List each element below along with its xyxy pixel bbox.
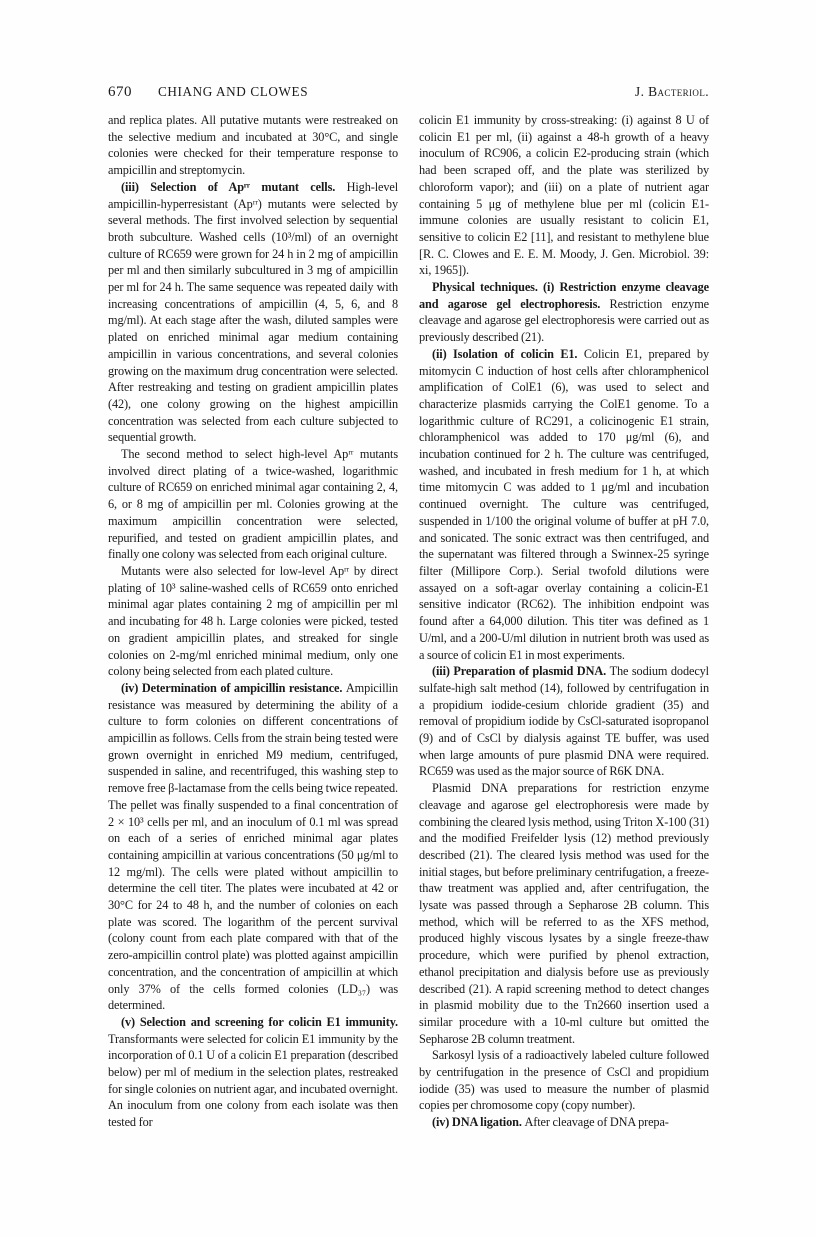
paragraph bbox=[108, 112, 398, 179]
journal-name: J. Bacteriol. bbox=[634, 84, 709, 99]
paragraph bbox=[419, 1047, 709, 1114]
paragraph-lead: Physical techniques. (i) Restriction enzyme cleavage and agarose gel electrophoresis. bbox=[419, 280, 709, 311]
page-number: 670 bbox=[108, 84, 132, 100]
paragraph-text: High-level ampicillin-hyperresistant (Apʳʳ) mutants were selected by several methods. The first involved selection by sequential broth subculture. Washed cells (10³/ml) of an overnight culture of RC659 were grown for 24 h in 2 mg of ampicillin per ml and then similarly subcultured in 3 mg of ampicillin per ml for 24 h. The same sequence was repeated daily with increasing concentrations of ampicillin (4, 5, 6, and 8 mg/ml). At each stage after the wash, diluted samples were plated on enriched minimal agar medium containing ampicillin in various concentrations, and several colonies growing on the maximum drug concentration were selected. After restreaking and testing on gradient ampicillin plates (42), one colony growing on the highest ampicillin concentration was selected from each culture subjected to sequential growth. bbox=[108, 179, 398, 445]
left-column bbox=[108, 112, 398, 1131]
paragraph-lead: (iv) DNA ligation. bbox=[432, 1115, 525, 1130]
paragraph-text: The second method to select high-level Apʳʳ mutants involved direct plating of a twice-washed, logarithmic culture of RC659 on enriched minimal agar containing 2, 4, 6, or 8 mg of ampicillin per ml. Colonies growing at the maximum ampicillin concentration were selected, repurified, and tested on gradient ampicillin plates, and finally one colony was selected from each original culture. bbox=[108, 447, 398, 562]
paragraph-text: Restriction enzyme cleavage and agarose gel electrophoresis were carried out as previously described (21). bbox=[419, 296, 709, 345]
paragraph bbox=[108, 563, 398, 680]
paragraph-text: Transformants were selected for colicin E1 immunity by the incorporation of 0.1 U of a colicin E1 preparation (described below) per ml of medium in the selection plates, restreaked for single colonies on nutrient agar, and incubated overnight. An inoculum from one colony from each isolate was then tested for bbox=[108, 1031, 398, 1130]
paragraph-lead: (iii) Selection of Apʳʳ mutant cells. bbox=[121, 179, 347, 194]
paragraph bbox=[419, 663, 709, 780]
paragraph-lead: (iii) Preparation of plasmid DNA. bbox=[432, 664, 610, 679]
paragraph bbox=[419, 1114, 709, 1131]
paragraph bbox=[419, 346, 709, 663]
paragraph bbox=[108, 179, 398, 446]
paragraph-text: and replica plates. All putative mutants were restreaked on the selective medium and incubated at 30°C, and single colonies were checked for their temperature response to ampicillin and streptomycin. bbox=[108, 113, 398, 178]
paragraph bbox=[419, 279, 709, 346]
paragraph-text: The sodium dodecyl sulfate-high salt method (14), followed by centrifugation in a propidium iodide-cesium chloride gradient (35) and removal of propidium iodide by CsCl-saturated isopropanol (9) and of CsCl by dialysis against TE buffer, was used when large amounts of pure plasmid DNA were required. RC659 was used as the major source of R6K DNA. bbox=[419, 664, 709, 779]
paragraph bbox=[419, 112, 709, 279]
right-column bbox=[419, 112, 709, 1131]
paragraph-text: After cleavage of DNA prepa- bbox=[524, 1115, 669, 1130]
paragraph-text: Mutants were also selected for low-level Apʳʳ by direct plating of 10³ saline-washed cells of RC659 onto enriched minimal agar plates containing 2 mg of ampicillin per ml and incubating for 48 h. Large colonies were picked, tested on gradient ampicillin plates, and streaked for single colonies on 2-mg/ml enriched minimal medium, only one colony being selected from each plated culture. bbox=[108, 563, 398, 679]
running-title: CHIANG AND CLOWES bbox=[158, 84, 309, 99]
paragraph bbox=[108, 680, 398, 1014]
paragraph-text: Colicin E1, prepared by mitomycin C induction of host cells after chloramphenicol amplification of ColE1 (6), was used to select and characterize plasmids carrying the ColE1 genome. To a logarithmic culture of RC291, a colicinogenic E1 strain, chloramphenicol was added to 170 μg/ml (6), and incubation continued for 2 h. The culture was centrifuged, washed, and incubated in fresh medium for 1 h, at which time mitomycin C was added to 1 μg/ml and incubation continued overnight. The culture was centrifuged, suspended in 1/100 the original volume of buffer at pH 7.0, and sonicated. The sonic extract was then centrifuged, and the supernatant was filtered through a Swinnex-25 syringe filter (Millipore Corp.). Serial twofold dilutions were assayed on a soft-agar overlay containing a colicin-E1 sensitive indicator (RC62). The inhibition endpoint was found after a 64,000 dilution. This titer was defined as 1 U/ml, and a 200-U/ml dilution in nutrient broth was used as a source of colicin E1 in most experiments. bbox=[419, 346, 709, 662]
paragraph-text: colicin E1 immunity by cross-streaking: (i) against 8 U of colicin E1 per ml, (ii) against a 48-h growth of a heavy inoculum of RC906, a colicin E2-producing strain (which had been scraped off, and the plate was sterilized by chloroform vapor); and (iii) on a plate of nutrient agar containing 5 μg of methylene blue per ml (colicin E1-immune colonies are usually resistant to colicin E1, sensitive to colicin E2 [11], and resistant to methylene blue [R. C. Clowes and E. E. M. Moody, J. Gen. Microbiol. 39: xi, 1965]). bbox=[419, 113, 709, 278]
paragraph-lead: (v) Selection and screening for colicin E1 immunity. bbox=[121, 1014, 398, 1029]
paragraph bbox=[419, 780, 709, 1047]
paragraph-text: Sarkosyl lysis of a radioactively labeled culture followed by centrifugation in the presence of CsCl and propidium iodide (35) was used to measure the number of plasmid copies per chromosome copy (copy number). bbox=[419, 1048, 709, 1113]
paragraph-text: Plasmid DNA preparations for restriction enzyme cleavage and agarose gel electrophoresis were made by combining the cleared lysis method, using Triton X-100 (31) and the modified Freifelder lysis (12) method previously described (21). The cleared lysis method was used for the initial stages, but before preliminary centrifugation, a freeze-thaw treatment was applied and, after centrifugation, the lysate was passed through a Sepharose 2B column. This method, which will be referred to as the XFS method, produced highly viscous lysates by a single freeze-thaw procedure, which were purified by phenol extraction, ethanol precipitation and dialysis before use as previously described (21). A rapid screening method to detect changes in plasmid mobility due to the Tn2660 insertion used a similar procedure with a 10-ml culture but omitted the Sepharose 2B column treatment. bbox=[419, 781, 709, 1046]
paragraph-lead: (ii) Isolation of colicin E1. bbox=[432, 346, 584, 361]
paragraph-lead: (iv) Determination of ampicillin resistance. bbox=[121, 680, 346, 695]
paragraph bbox=[108, 446, 398, 563]
paragraph bbox=[108, 1014, 398, 1131]
paragraph-text: Ampicillin resistance was measured by determining the ability of a culture to form colonies on different concentrations of ampicillin as follows. Cells from the strain being tested were grown overnight in enriched M9 medium, centrifuged, suspended in saline, and recentrifuged, this washing step to remove free β-lactamase from the cells being twice repeated. The pellet was finally suspended to a final concentration of 2 × 10³ cells per ml, and an inoculum of 0.1 ml was spread on each of a series of enriched minimal agar plates containing ampicillin at various concentrations (50 μg/ml to 12 mg/ml). The cells were plated without ampicillin to determine the cell titer. The plates were incubated at 42 or 30°C for 24 to 48 h, and the number of colonies on each plate was scored. The logarithm of the percent survival (colony count from each plate compared with that of the zero-ampicillin control plate) was plotted against ampicillin concentration, and the concentration of ampicillin at which only 37% of the cells formed colonies (LD₃₇) was determined. bbox=[108, 680, 398, 1013]
article-body bbox=[108, 112, 709, 1131]
page-header bbox=[108, 84, 709, 101]
